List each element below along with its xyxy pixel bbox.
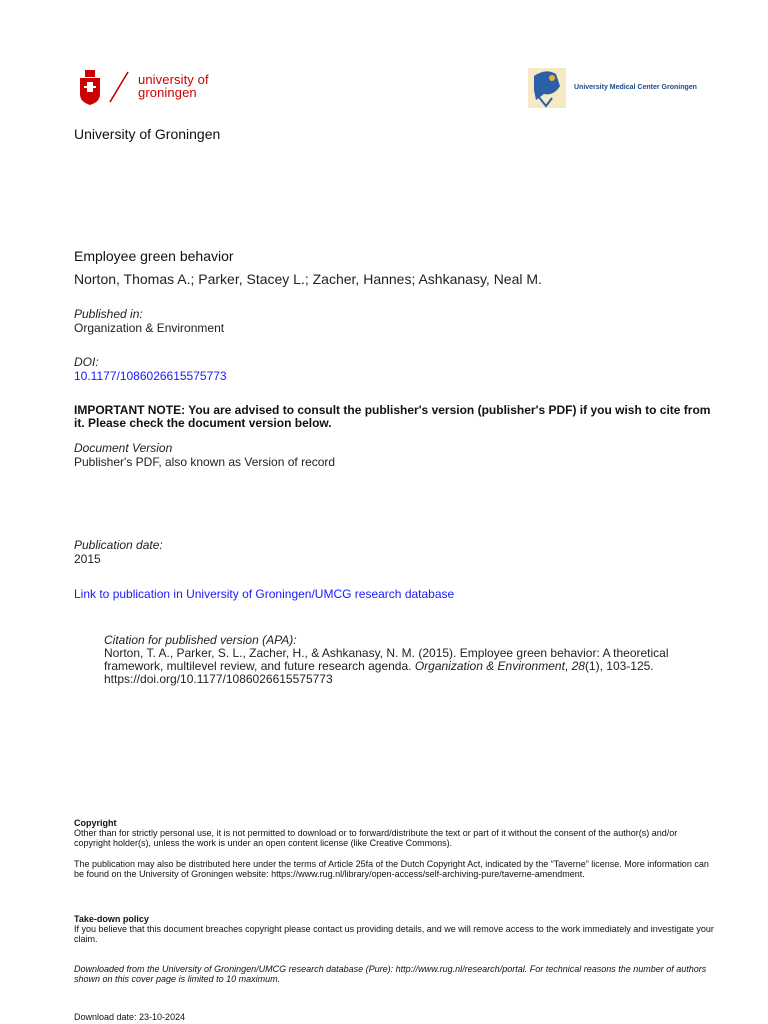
publication-date-section	[74, 538, 163, 566]
crest-icon	[78, 68, 102, 106]
download-date: Download date: 23-10-2024	[74, 1012, 186, 1022]
citation-label: Citation for published version (APA):	[104, 633, 297, 647]
institution-name: University of Groningen	[74, 126, 221, 142]
authors: Norton, Thomas A.; Parker, Stacey L.; Zacher, Hannes; Ashkanasy, Neal M.	[74, 271, 542, 287]
copyright-text: Other than for strictly personal use, it is not permitted to download or to forward/distribute the text or part of it without the consent of the author(s) and/or copyright holder(s), unless the work is under an open content license (like Creative Commons).	[74, 828, 678, 848]
taverne-text: The publication may also be distributed here under the terms of Article 25fa of the Dutch Copyright Act, indicated by the “Taverne” license. More information can be found on the University of Groningen website: https://www.rug.nl/library/open-access/self-archiving-pure/taverne-amendment.	[74, 859, 709, 879]
copyright-section	[74, 818, 714, 879]
takedown-heading: Take-down policy	[74, 914, 149, 924]
published-in-value: Organization & Environment	[74, 321, 225, 335]
logo-slash-icon	[104, 66, 130, 106]
important-note: IMPORTANT NOTE: You are advised to consult the publisher's version (publisher's PDF) if you wish to cite from it. Please check the document version below.	[74, 403, 711, 430]
doi-section	[74, 355, 227, 383]
publication-date-label: Publication date:	[74, 538, 163, 552]
takedown-section	[74, 914, 714, 944]
takedown-text: If you believe that this document breaches copyright please contact us providing details, and we will remove access to the work immediately and investigate your claim.	[74, 924, 714, 944]
citation-section	[104, 634, 724, 686]
doi-link[interactable]: 10.1177/1086026615575773	[74, 369, 227, 383]
citation-text: Norton, T. A., Parker, S. L., Zacher, H., & Ashkanasy, N. M. (2015). Employee green behavior: A theoretical framework, multilevel review, and future research agenda. Organization & Environment, 28(1), 103-125. https://doi.org/10.1177/1086026615575773	[104, 646, 669, 686]
document-version-label: Document Version	[74, 441, 173, 455]
document-version-value: Publisher's PDF, also known as Version of record	[74, 455, 336, 469]
published-in-section	[74, 307, 224, 335]
logo-wordmark: university of groningen	[138, 72, 209, 100]
downloaded-note: Downloaded from the University of Groningen/UMCG research database (Pure): http://www.rug.nl/research/portal. For technical reasons the number of authors shown on this cover page is limited to 10 maximum.	[74, 964, 707, 984]
publication-title: Employee green behavior	[74, 248, 234, 264]
university-of-groningen-logo	[78, 66, 228, 110]
database-link[interactable]: Link to publication in University of Groningen/UMCG research database	[74, 587, 455, 601]
publication-date-value: 2015	[74, 552, 101, 566]
published-in-label: Published in:	[74, 307, 143, 321]
umcg-emblem-icon	[526, 66, 568, 110]
umcg-logo: University Medical Center Groningen	[526, 66, 696, 110]
copyright-heading: Copyright	[74, 818, 117, 828]
document-version-section	[74, 441, 335, 469]
doi-label: DOI:	[74, 355, 99, 369]
